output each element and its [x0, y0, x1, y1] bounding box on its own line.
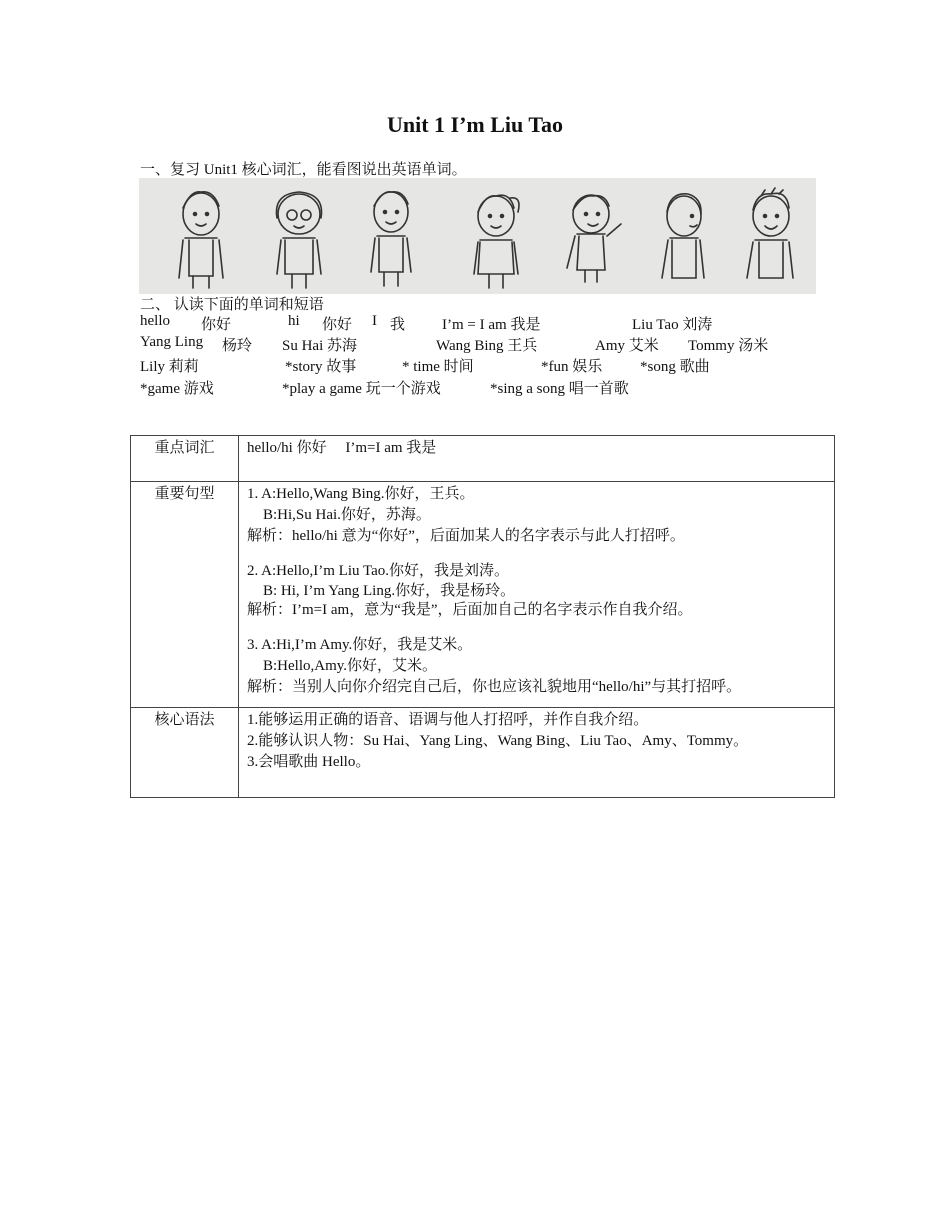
summary-table [130, 435, 835, 798]
grammar-line: 2.能够认识人物：Su Hai、Yang Ling、Wang Bing、Liu Tao、Amy、Tommy。 [247, 733, 749, 749]
vocab-meaning: 你好 [201, 317, 232, 333]
explanation-line: 解析：hello/hi 意为“你好”，后面加某人的名字表示与此人打招呼。 [247, 528, 685, 544]
vocab-word: *story 故事 [285, 359, 357, 375]
vocab-word: hi [288, 313, 300, 329]
row-header: 核心语法 [131, 708, 239, 798]
vocab-word: Tommy 汤米 [688, 338, 769, 354]
table-row-grammar [131, 708, 835, 798]
vocab-word: *fun 娱乐 [541, 359, 603, 375]
sentence-line: 2. A:Hello,I’m Liu Tao.你好，我是刘涛。 [247, 563, 509, 579]
table-row-sentences [131, 482, 835, 708]
key-vocab-cell [239, 436, 835, 482]
sentence-line: 1. A:Hello,Wang Bing.你好，王兵。 [247, 486, 475, 502]
vocab-word: *sing a song 唱一首歌 [490, 381, 629, 397]
sentence-line: B:Hi,Su Hai.你好，苏海。 [263, 507, 431, 523]
grammar-line: 3.会唱歌曲 Hello。 [247, 754, 371, 770]
sentence-line: B: Hi, I’m Yang Ling.你好，我是杨玲。 [263, 583, 516, 599]
characters-picture [139, 178, 816, 294]
vocab-word: *play a game 玩一个游戏 [282, 381, 441, 397]
vocab-word: * time 时间 [402, 359, 474, 375]
sentences-cell [239, 482, 835, 708]
vocab-word: Lily 莉莉 [140, 359, 199, 375]
explanation-line: 解析：I’m=I am，意为“我是”，后面加自己的名字表示作自我介绍。 [247, 602, 693, 618]
vocab-meaning: 你好 [322, 317, 353, 333]
explanation-line: 解析：当别人向你介绍完自己后，你也应该礼貌地用“hello/hi”与其打招呼。 [247, 679, 742, 695]
vocab-word: *song 歌曲 [640, 359, 710, 375]
vocab-word: Wang Bing 王兵 [436, 338, 538, 354]
grammar-line: 1.能够运用正确的语音、语调与他人打招呼，并作自我介绍。 [247, 712, 649, 728]
vocab-meaning: 杨玲 [222, 338, 253, 354]
sentence-line: B:Hello,Amy.你好，艾米。 [263, 658, 438, 674]
vocab-word: Liu Tao 刘涛 [632, 317, 713, 333]
section-1-heading: 一、复习 Unit1 核心词汇，能看图说出英语单词。 [140, 162, 467, 178]
vocab-word: hello [140, 313, 170, 329]
vocab-word: Yang Ling [140, 334, 204, 350]
page-title: Unit 1 I’m Liu Tao [386, 112, 564, 137]
table-row-vocab [131, 436, 835, 482]
sentence-line: 3. A:Hi,I’m Amy.你好，我是艾米。 [247, 637, 473, 653]
vocab-word: I’m = I am 我是 [442, 317, 541, 333]
key-vocab-text: hello/hi 你好 I’m=I am 我是 [247, 440, 437, 456]
vocab-meaning: 我 [390, 317, 406, 333]
vocab-word: Amy 艾米 [595, 338, 659, 354]
section-2-heading: 二、 认读下面的单词和短语 [140, 297, 324, 313]
vocab-word: *game 游戏 [140, 381, 214, 397]
grammar-cell [239, 708, 835, 798]
row-header: 重要句型 [131, 482, 239, 708]
vocab-word: Su Hai 苏海 [282, 338, 358, 354]
characters-sketch [139, 178, 816, 294]
vocab-word: I [372, 313, 377, 329]
row-header: 重点词汇 [131, 436, 239, 482]
